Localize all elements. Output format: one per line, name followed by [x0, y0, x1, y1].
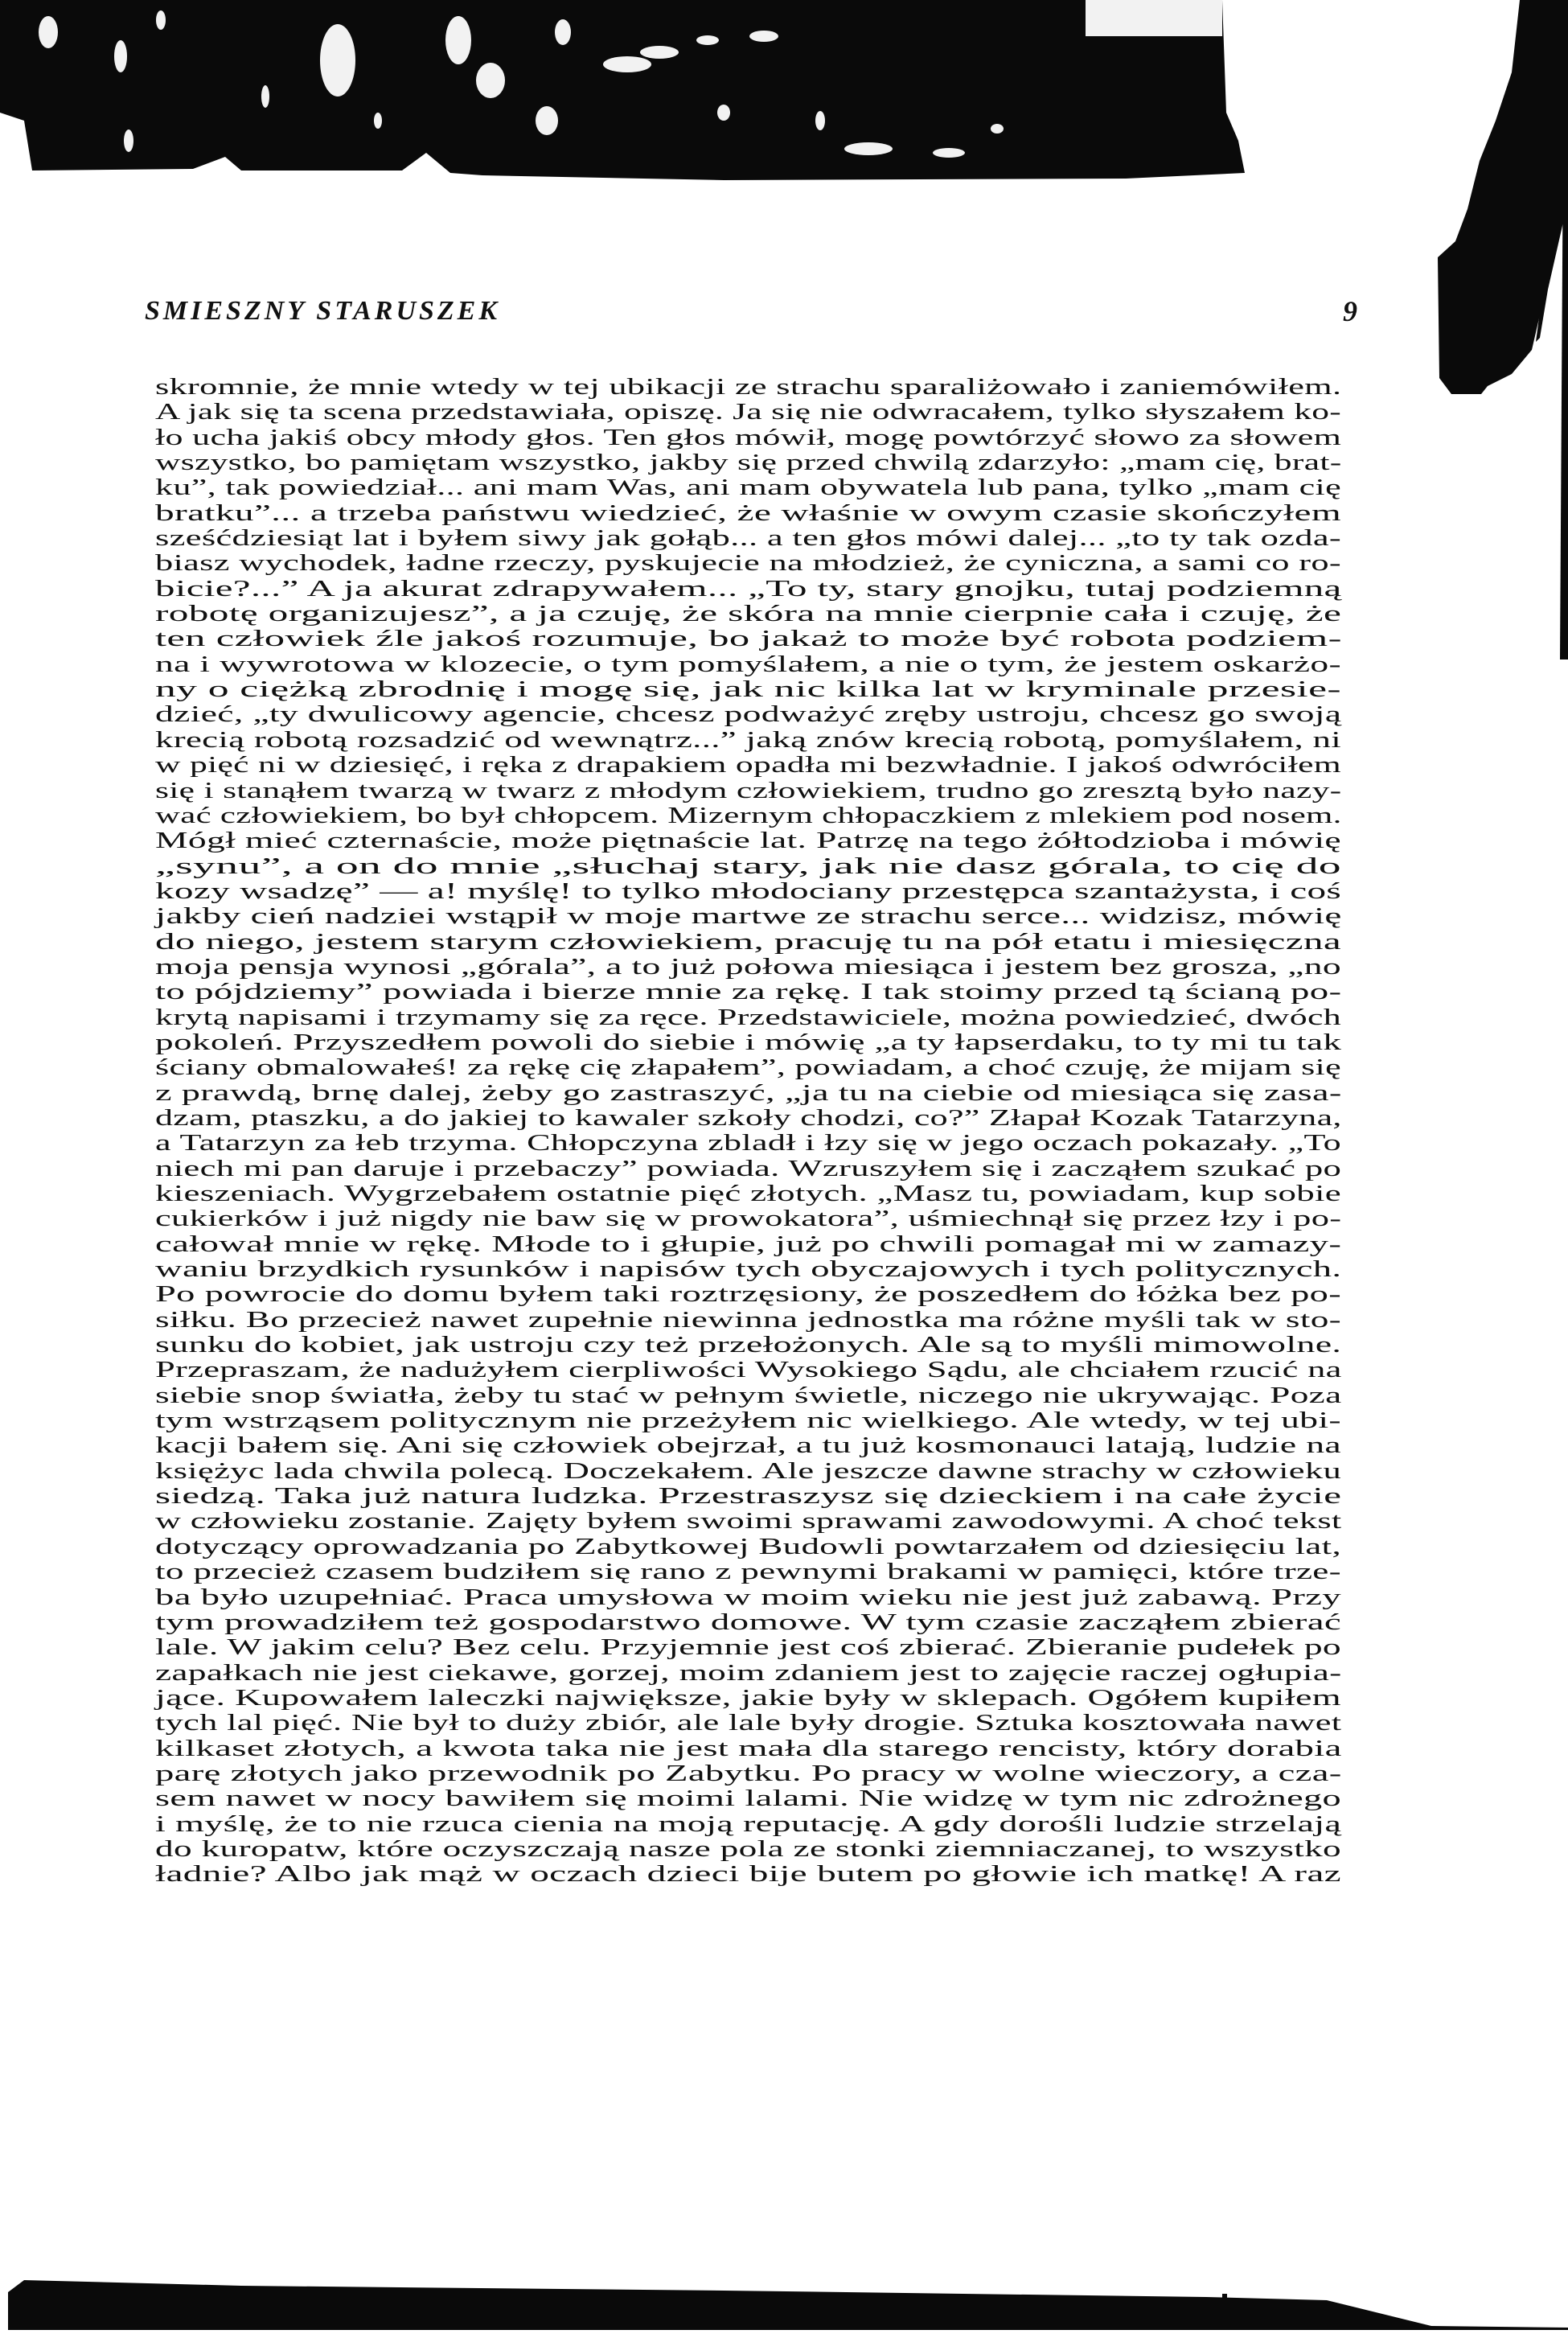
- text-line: krytą napisami i trzymamy się za ręce. Przedstawiciele, można powiedzieć, dwóch: [155, 1004, 1341, 1030]
- text-line: i myślę, że to nie rzuca cienia na moją reputację. A gdy dorośli ludzie strzelają: [155, 1810, 1342, 1837]
- text-line: wać człowiekiem, bo był chłopcem. Mizernym chłopaczkiem z mlekiem pod nosem.: [155, 802, 1342, 828]
- body-text: [155, 375, 1345, 1888]
- text-line: dzam, ptaszku, a do jakiej to kawaler szkoły chodzi, co?” Złapał Kozak Tatarzyna,: [155, 1104, 1342, 1131]
- text-line: robotę organizujesz”, a ja czuję, że skóra na mnie cierpnie cała i czuję, że: [155, 601, 1342, 627]
- text-line: parę złotych jako przewodnik po Zabytku. Po pracy w wolne wieczory, a cza-: [155, 1760, 1342, 1786]
- text-line: całował mnie w rękę. Młode to i głupie, już po chwili pomagał mi w zamazy-: [155, 1231, 1342, 1257]
- text-line: ba było uzupełniać. Praca umysłowa w moim wieku nie jest już zabawą. Przy: [155, 1584, 1341, 1610]
- text-line: kozy wsadzę” — a! myślę! to tylko młodociany przestępca szantażysta, i coś: [155, 877, 1342, 904]
- text-line: w człowieku zostanie. Zajęty byłem swoimi sprawami zawodowymi. A choć tekst: [155, 1508, 1342, 1535]
- page-edge-shadow-right: [1399, 0, 1568, 660]
- text-line: siłku. Bo przecież nawet zupełnie niewinna jednostka ma różne myśli tak w sto-: [155, 1306, 1341, 1333]
- text-line: się i stanąłem twarzą w twarz z młodym człowiekiem, trudno go zresztą było nazy-: [155, 777, 1342, 803]
- text-line: w pięć ni w dziesięć, i ręka z drapakiem opadła mi bezwładnie. I jakoś odwróciłem: [155, 752, 1341, 779]
- top-photo-fragment: [0, 0, 1246, 181]
- text-line: kacji bałem się. Ani się człowiek obejrzał, a tu już kosmonauci latają, ludzie na: [155, 1432, 1341, 1459]
- text-line: ny o ciężką zbrodnię i mogę się, jak nic kilka lat w kryminale przesie-: [155, 676, 1341, 703]
- text-line: wszystko, bo pamiętam wszystko, jakby się przed chwilą zdarzyło: „mam cię, brat-: [155, 450, 1342, 476]
- text-line: ściany obmalowałeś! za rękę cię złapałem”, powiadam, a choć czuję, że mijam się: [155, 1054, 1341, 1081]
- text-line: bratku”... a trzeba państwu wiedzieć, że właśnie w owym czasie skończyłem: [155, 499, 1341, 526]
- text-line: lale. W jakim celu? Bez celu. Przyjemnie jest coś zbierać. Zbieranie pudełek po: [155, 1634, 1341, 1661]
- text-line: skromnie, że mnie wtedy w tej ubikacji ze strachu sparaliżowało i zaniemówiłem.: [155, 374, 1342, 400]
- text-line: bicie?...” A ja akurat zdrapywałem... „To ty, stary gnojku, tutaj podziemną: [155, 575, 1342, 602]
- text-line: sem nawet w nocy bawiłem się moimi lalami. Nie widzę w tym nic zdrożnego: [155, 1785, 1341, 1812]
- text-line: krecią robotą rozsadzić od wewnątrz...” jaką znów krecią robotą, pomyślałem, ni: [155, 726, 1341, 753]
- text-line: księżyc lada chwila polecą. Doczekałem. Ale jeszcze dawne strachy w człowieku: [155, 1457, 1342, 1484]
- text-line: zapałkach nie jest ciekawe, gorzej, moim zdaniem jest to zajęcie raczej ogłupia-: [155, 1659, 1342, 1686]
- text-line: cukierków i już nigdy nie baw się w prowokatora”, uśmiechnął się przez łzy i po-: [155, 1206, 1342, 1232]
- text-line: jakby cień nadziei wstąpił w moje martwe ze strachu serce... widzisz, mówię: [155, 903, 1342, 930]
- text-line: niech mi pan daruje i przebaczy” powiada. Wzruszyłem się i zacząłem szukać po: [155, 1155, 1342, 1181]
- text-line: dotyczący oprowadzania po Zabytkowej Budowli powtarzałem od dziesięciu lat,: [155, 1533, 1341, 1559]
- page-edge-shadow-bottom: [0, 2276, 1568, 2330]
- text-line: jące. Kupowałem laleczki największe, jakie były w sklepach. Ogółem kupiłem: [155, 1684, 1341, 1711]
- text-line: moja pensja wynosi „górala”, a to już połowa miesiąca i jestem bez grosza, „no: [155, 953, 1341, 980]
- text-line: tych lal pięć. Nie był to duży zbiór, ale lale były drogie. Sztuka kosztowała nawet: [155, 1710, 1342, 1736]
- text-line: pokoleń. Przyszedłem powoli do siebie i mówię „a ty łapserdaku, to ty mi tu tak: [155, 1029, 1342, 1055]
- text-line: „synu”, a on do mnie „słuchaj stary, jak nie dasz górala, to cię do: [155, 853, 1341, 879]
- text-line: ładnie? Albo jak mąż w oczach dzieci bije butem po głowie ich matkę! A raz: [155, 1861, 1341, 1888]
- text-line: sześćdziesiąt lat i byłem siwy jak gołąb... a ten głos mówi dalej... „to ty tak ozda-: [155, 525, 1342, 552]
- text-line: Mógł mieć czternaście, może piętnaście lat. Patrzę na tego żółtodzioba i mówię: [155, 828, 1341, 854]
- text-line: A jak się ta scena przedstawiała, opiszę. Ja się nie odwracałem, tylko słyszałem ko-: [155, 399, 1341, 425]
- text-line: a Tatarzyn za łeb trzyma. Chłopczyna zbladł i łzy się w jego oczach pokazały. „To: [155, 1130, 1341, 1157]
- text-line: ło ucha jakiś obcy młody głos. Ten głos mówił, mogę powtórzyć słowo za słowem: [155, 424, 1342, 450]
- text-line: do kuropatw, które oczyszczają nasze pola ze stonki ziemniaczanej, to wszystko: [155, 1835, 1341, 1862]
- text-line: biasz wychodek, ładne rzeczy, pyskujecie na młodzież, że cyniczna, a sami co ro-: [155, 550, 1341, 577]
- text-line: kieszeniach. Wygrzebałem ostatnie pięć złotych. „Masz tu, powiadam, kup sobie: [155, 1181, 1341, 1206]
- text-line: dzieć, „ty dwulicowy agencie, chcesz podważyć zręby ustroju, chcesz go swoją: [155, 701, 1342, 728]
- text-line: Po powrocie do domu byłem taki roztrzęsiony, że poszedłem do łóżka bez po-: [155, 1281, 1341, 1308]
- text-line: z prawdą, brnę dalej, żeby go zastraszyć, „ja tu na ciebie od miesiąca się zasa-: [155, 1079, 1342, 1106]
- page-number: 9: [1343, 295, 1357, 327]
- text-line: tym wstrząsem politycznym nie przeżyłem nic wielkiego. Ale wtedy, w tej ubi-: [155, 1407, 1341, 1434]
- text-line: sunku do kobiet, jak ustroju czy też przełożonych. Ale są to myśli mimowolne.: [155, 1332, 1342, 1358]
- text-line: kilkaset złotych, a kwota taka nie jest mała dla starego rencisty, który dorabia: [155, 1735, 1342, 1761]
- running-title: SMIESZNY STARUSZEK: [145, 296, 501, 326]
- text-line: do niego, jestem starym człowiekiem, pracuję tu na pół etatu i miesięczna: [155, 928, 1341, 955]
- text-line: na i wywrotowa w klozecie, o tym pomyślałem, a nie o tym, że jestem oskarżo-: [155, 651, 1341, 677]
- text-line: siedzą. Taka już natura ludzka. Przestraszysz się dzieckiem i na całe życie: [155, 1483, 1342, 1510]
- text-line: ku”, tak powiedział... ani mam Was, ani mam obywatela lub pana, tylko „mam cię: [155, 475, 1341, 501]
- text-line: to pójdziemy” powiada i bierze mnie za rękę. I tak stoimy przed tą ścianą po-: [155, 979, 1342, 1005]
- text-line: to przecież czasem budziłem się rano z pewnymi brakami w pamięci, które trze-: [155, 1559, 1342, 1585]
- text-line: waniu brzydkich rysunków i napisów tych obyczajowych i tych politycznych.: [155, 1256, 1342, 1283]
- text-line: tym prowadziłem też gospodarstwo domowe. W tym czasie zacząłem zbierać: [155, 1609, 1341, 1635]
- text-line: siebie snop światła, żeby tu stać w pełnym świetle, niczego nie ukrywając. Poza: [155, 1382, 1342, 1408]
- text-line: Przepraszam, że nadużyłem cierpliwości Wysokiego Sądu, ale chciałem rzucić na: [155, 1357, 1342, 1383]
- text-line: ten człowiek źle jakoś rozumuje, bo jakaż to może być robota podziem-: [155, 626, 1342, 652]
